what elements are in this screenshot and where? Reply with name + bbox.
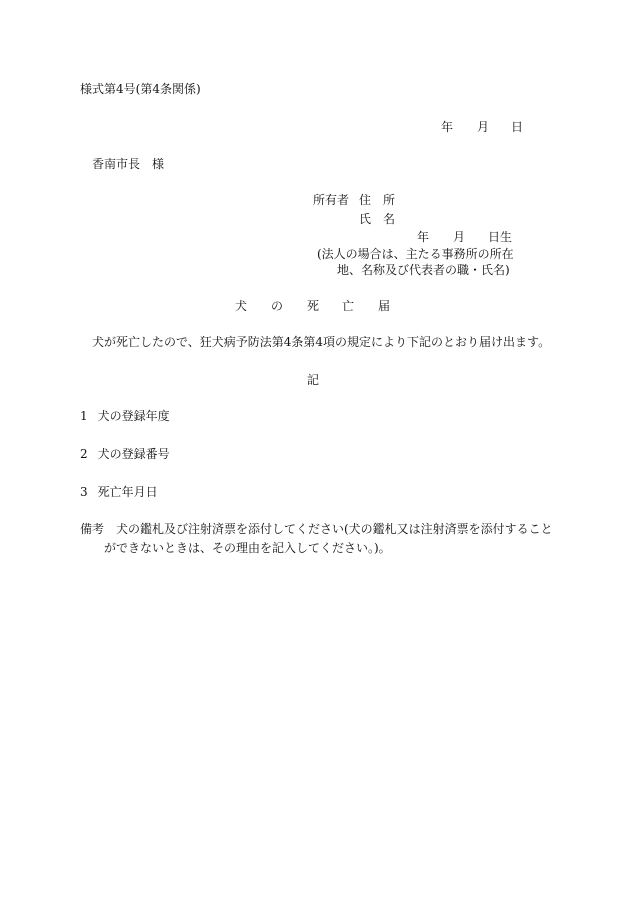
item-label: 犬の登録番号 — [97, 447, 170, 461]
list-item — [80, 485, 158, 500]
corporate-note-line2: 地、名称及び代表者の職・氏名) — [337, 263, 510, 277]
ki-heading: 記 — [307, 373, 320, 387]
remarks-line2: ができないときは、その理由を記入してください。)。 — [104, 541, 391, 555]
title-char: 届 — [378, 299, 391, 313]
corporate-note-line1: (法人の場合は、主たる事務所の所在 — [317, 247, 514, 261]
owner-heading: 所有者 — [313, 193, 350, 207]
title-char: 犬 — [235, 299, 248, 313]
title-char: の — [271, 299, 284, 313]
form-label: 様式第4号(第4条関係) — [80, 82, 201, 96]
remarks-label: 備考 — [80, 522, 105, 536]
owner-address-label: 住 所 — [359, 193, 396, 207]
item-number: 2 — [80, 447, 88, 461]
list-item — [80, 409, 170, 424]
title-char: 死 — [307, 299, 320, 313]
body-text: 犬が死亡したので、狂犬病予防法第4条第4項の規定により下記のとおり届け出ます。 — [92, 335, 551, 349]
addressee: 香南市長 様 — [92, 157, 165, 171]
list-item — [80, 447, 170, 462]
date-year-label: 年 — [441, 120, 454, 134]
date-month-label: 月 — [477, 120, 490, 134]
item-label: 犬の登録年度 — [97, 409, 170, 423]
item-number: 1 — [80, 409, 88, 423]
date-day-label: 日 — [511, 120, 524, 134]
owner-name-label: 氏 名 — [359, 212, 396, 226]
birth-month-label: 月 — [453, 230, 466, 244]
birth-day-label: 日生 — [488, 230, 513, 244]
item-number: 3 — [80, 485, 88, 499]
item-label: 死亡年月日 — [97, 485, 158, 499]
title-char: 亡 — [342, 299, 355, 313]
birth-year-label: 年 — [417, 230, 430, 244]
remarks-line1: 犬の鑑札及び注射済票を添付してください(犬の鑑札又は注射済票を添付すること — [116, 522, 553, 536]
